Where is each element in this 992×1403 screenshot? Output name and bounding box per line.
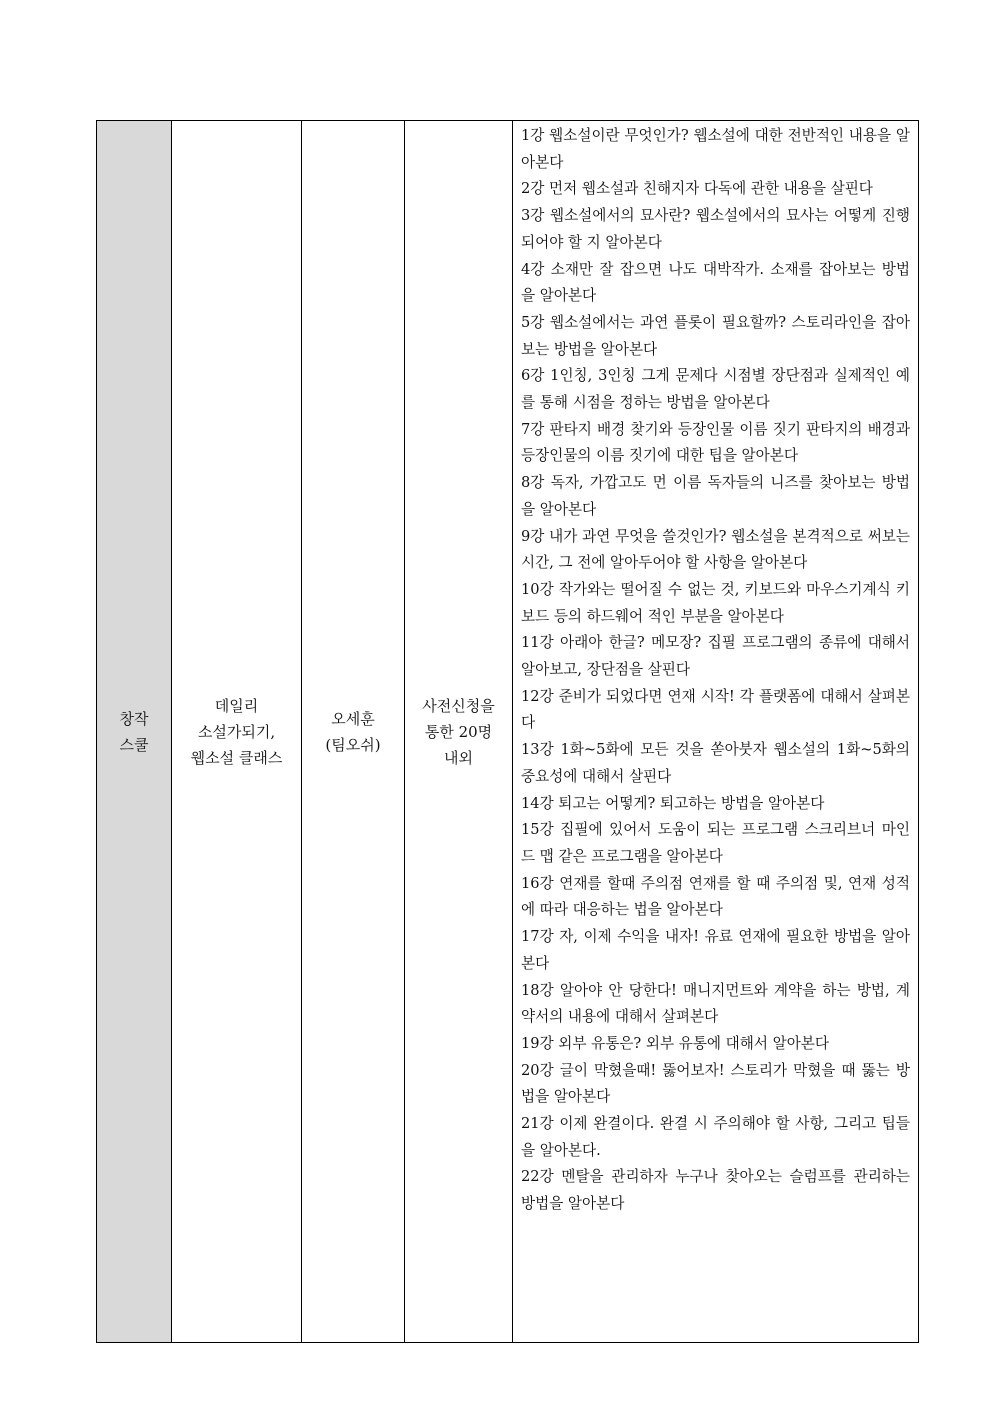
lecture-item: 6강 1인칭, 3인칭 그게 문제다 시점별 장단점과 실제적인 예를 통해 시점을 정하는 방법을 알아본다 bbox=[521, 367, 910, 412]
lecture-item: 21강 이제 완결이다. 완결 시 주의해야 할 사항, 그리고 팁들을 알아본다. bbox=[521, 1115, 910, 1159]
curriculum-cell bbox=[513, 121, 919, 1343]
enrollment-line: 통한 20명 bbox=[424, 722, 493, 741]
program-title-cell bbox=[172, 121, 302, 1343]
category-line: 스쿨 bbox=[119, 735, 149, 754]
lecture-item: 18강 알아야 안 당한다! 매니지먼트와 계약을 하는 방법, 계약서의 내용에 대해서 살펴본다 bbox=[521, 981, 910, 1026]
enrollment-cell bbox=[405, 121, 513, 1343]
lecture-item: 9강 내가 과연 무엇을 쓸것인가? 웹소설을 본격적으로 써보는 시간, 그 전에 알아두어야 할 사항을 알아본다 bbox=[521, 527, 910, 572]
instructor-line: (팀오쉬) bbox=[325, 735, 381, 754]
program-table bbox=[96, 120, 919, 1343]
program-title-line: 데일리 bbox=[214, 696, 259, 715]
enrollment-line: 내외 bbox=[444, 748, 473, 767]
lecture-item: 20강 글이 막혔을때! 뚫어보자! 스토리가 막혔을 때 뚫는 방법을 알아본다 bbox=[521, 1061, 910, 1106]
lecture-item: 2강 먼저 웹소설과 친해지자 다독에 관한 내용을 살핀다 bbox=[521, 180, 873, 198]
lecture-item: 1강 웹소설이란 무엇인가? 웹소설에 대한 전반적인 내용을 알아본다 bbox=[521, 127, 910, 171]
lecture-item: 3강 웹소설에서의 묘사란? 웹소설에서의 묘사는 어떻게 진행되어야 할 지 알아본다 bbox=[521, 207, 910, 251]
instructor-line: 오세훈 bbox=[331, 709, 375, 728]
program-title-line: 웹소설 클래스 bbox=[190, 748, 283, 767]
lecture-item: 22강 멘탈을 관리하자 누구나 찾아오는 슬럼프를 관리하는 방법을 알아본다 bbox=[521, 1168, 910, 1213]
program-title-line: 소설가되기, bbox=[197, 722, 276, 741]
lecture-item: 17강 자, 이제 수익을 내자! 유료 연재에 필요한 방법을 알아본다 bbox=[521, 928, 910, 972]
lecture-item: 13강 1화~5화에 모든 것을 쏟아붓자 웹소설의 1화~5화의 중요성에 대해서 살핀다 bbox=[521, 741, 910, 785]
lecture-item: 15강 집필에 있어서 도움이 되는 프로그램 스크리브너 마인드 맵 같은 프로그램을 알아본다 bbox=[521, 821, 910, 865]
lecture-item: 12강 준비가 되었다면 연재 시작! 각 플랫폼에 대해서 살펴본다 bbox=[521, 687, 910, 732]
lecture-item: 8강 독자, 가깝고도 먼 이름 독자들의 니즈를 찾아보는 방법을 알아본다 bbox=[521, 474, 910, 518]
lecture-item: 16강 연재를 할때 주의점 연재를 할 때 주의점 및, 연재 성적에 따라 대응하는 법을 알아본다 bbox=[521, 874, 910, 919]
lecture-item: 5강 웹소설에서는 과연 플롯이 필요할까? 스토리라인을 잡아보는 방법을 알아본다 bbox=[521, 313, 910, 358]
lecture-item: 11강 아래아 한글? 메모장? 집필 프로그램의 종류에 대해서 알아보고, 장단점을 살핀다 bbox=[521, 634, 910, 679]
enrollment-line: 사전신청을 bbox=[422, 696, 495, 715]
category-cell bbox=[97, 121, 172, 1343]
lecture-item: 19강 외부 유통은? 외부 유통에 대해서 알아본다 bbox=[521, 1034, 829, 1052]
lecture-item: 4강 소재만 잘 잡으면 나도 대박작가. 소재를 잡아보는 방법을 알아본다 bbox=[521, 260, 910, 305]
lecture-item: 10강 작가와는 떨어질 수 없는 것, 키보드와 마우스기계식 키보드 등의 하드웨어 적인 부분을 알아본다 bbox=[521, 580, 910, 625]
category-line: 창작 bbox=[119, 709, 149, 728]
program-row bbox=[97, 121, 919, 1343]
lecture-item: 7강 판타지 배경 찾기와 등장인물 이름 짓기 판타지의 배경과 등장인물의 이름 짓기에 대한 팁을 알아본다 bbox=[521, 420, 910, 465]
lecture-item: 14강 퇴고는 어떻게? 퇴고하는 방법을 알아본다 bbox=[521, 794, 825, 812]
instructor-cell bbox=[302, 121, 405, 1343]
